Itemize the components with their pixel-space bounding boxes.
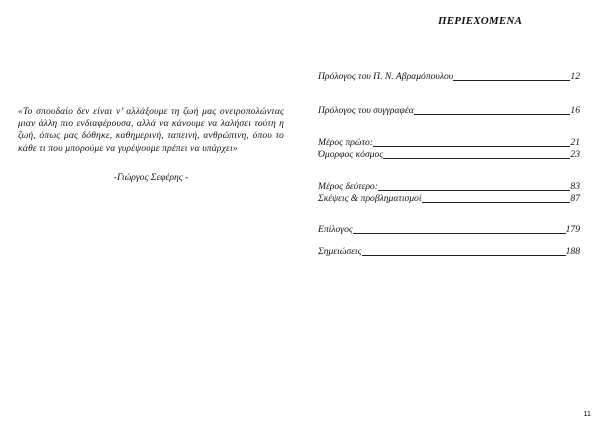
toc-entry-page: 188 [565,246,580,257]
toc-entry-label: Όμορφος κόσμος [318,149,384,160]
toc-entry-page: 16 [570,105,580,116]
epigraph-quote: «Το σπουδαίο δεν είναι ν’ αλλάξουμε τη ζωή μας ονειροπολώντας μιαν άλλη πιο ενδιαφέρουσα, αλλά να κάνουμε να λαλήσει τούτη η ζωή, όπως μας δόθηκε, καθημερινή, ταπεινή, ανθρώπινη, όπου το κάθε τι που μπορούμε να γυρέψουμε πρέπει να υπάρχει» [18,106,284,154]
toc-entry-page: 179 [565,224,580,235]
toc-leader-line [422,202,571,203]
toc-title: ΠΕΡΙΕΧΟΜΕΝΑ [438,15,523,27]
toc-entry [318,224,580,236]
toc-entry [318,71,580,83]
toc-leader-line [383,158,570,159]
toc-entry-page: 83 [570,181,580,192]
toc-leader-line [373,146,570,147]
toc-leader-line [414,114,571,115]
toc-entry [318,105,580,117]
toc-entry-label: Επίλογος [318,224,353,235]
toc-entry [318,181,580,193]
toc-entry-label: Σκέψεις & προβληματισμοί [318,193,422,204]
toc-entry-label: Πρόλογος του Π. Ν. Αβραμόπουλου [318,71,454,82]
toc-entry [318,193,580,205]
toc-entry [318,149,580,161]
toc-entry [318,246,580,258]
toc-leader-line [378,190,570,191]
toc-leader-line [362,255,566,256]
toc-entry-page: 87 [570,193,580,204]
toc-entry-page: 21 [570,137,580,148]
toc-leader-line [353,233,566,234]
epigraph-author: -Γιώργος Σεφέρης - [113,172,189,183]
toc-leader-line [453,80,570,81]
toc-entry-label: Σημειώσεις [318,246,362,257]
toc-entry-label: Μέρος δεύτερο: [318,181,378,192]
toc-entry [318,137,580,149]
toc-entry-label: Πρόλογος του συγγραφέα [318,105,414,116]
toc-entry-label: Μέρος πρώτο: [318,137,373,148]
page-number: 11 [583,409,591,418]
toc-entry-page: 12 [570,71,580,82]
toc-entry-page: 23 [570,149,580,160]
